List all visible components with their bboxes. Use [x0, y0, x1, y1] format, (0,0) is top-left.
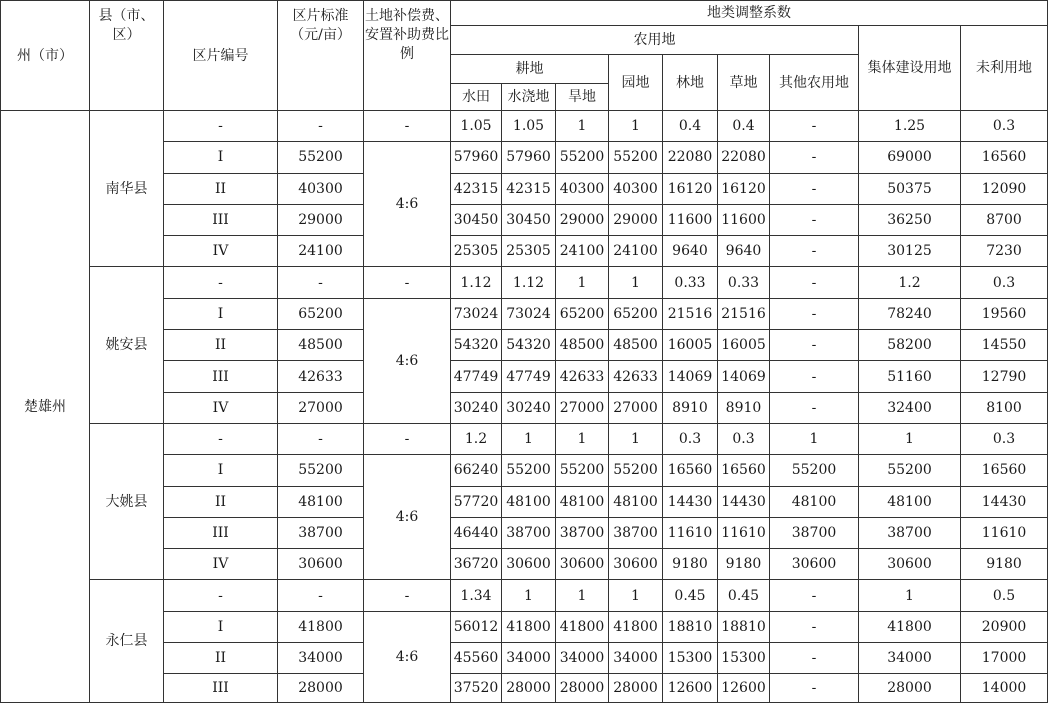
value-cell: 47749 [451, 361, 502, 392]
coefficient-cell: 1.05 [451, 111, 502, 142]
value-cell: 47749 [502, 361, 556, 392]
value-cell: 55200 [556, 142, 609, 173]
value-cell: 14430 [663, 486, 718, 517]
zone-standard-cell: 38700 [278, 517, 364, 548]
value-cell: 30450 [451, 204, 502, 235]
value-cell: - [770, 236, 859, 267]
header-zone-standard: 区片标准（元/亩） [278, 1, 364, 111]
value-cell: 14430 [718, 486, 770, 517]
header-compensation-ratio: 土地补偿费、安置补助费比例 [364, 1, 451, 111]
ratio-cell: 4:6 [364, 455, 451, 580]
value-cell: 11610 [663, 517, 718, 548]
zone-number-cell: IV [164, 236, 278, 267]
table-body [1, 111, 1048, 703]
value-cell: - [770, 674, 859, 703]
coefficient-cell: 1 [609, 423, 663, 454]
value-cell: 29000 [609, 204, 663, 235]
value-cell: 28000 [556, 674, 609, 703]
value-cell: 57720 [451, 486, 502, 517]
zone-standard-cell: 27000 [278, 392, 364, 423]
value-cell: 27000 [556, 392, 609, 423]
coefficient-cell: 1.12 [451, 267, 502, 298]
value-cell: - [770, 643, 859, 674]
coefficient-cell: - [364, 423, 451, 454]
value-cell: 12600 [718, 674, 770, 703]
value-cell: 27000 [609, 392, 663, 423]
zone-number-cell: III [164, 361, 278, 392]
value-cell: 46440 [451, 517, 502, 548]
value-cell: 28000 [609, 674, 663, 703]
coefficient-cell: - [164, 111, 278, 142]
ratio-cell: 4:6 [364, 611, 451, 703]
value-cell: - [770, 361, 859, 392]
zone-number-cell: I [164, 455, 278, 486]
value-cell: 37520 [451, 674, 502, 703]
header-forest: 林地 [663, 55, 718, 111]
zone-standard-cell: 24100 [278, 236, 364, 267]
value-cell: 17000 [961, 643, 1048, 674]
value-cell: 30125 [859, 236, 961, 267]
value-cell: 66240 [451, 455, 502, 486]
coefficient-cell: 0.4 [718, 111, 770, 142]
value-cell: 16560 [961, 455, 1048, 486]
value-cell: 8910 [663, 392, 718, 423]
value-cell: 15300 [718, 643, 770, 674]
value-cell: 30600 [502, 549, 556, 580]
coefficient-cell: 1.2 [859, 267, 961, 298]
value-cell: 28000 [502, 674, 556, 703]
value-cell: 48100 [502, 486, 556, 517]
header-unused-land: 未利用地 [961, 26, 1048, 111]
coefficient-cell: 1 [859, 423, 961, 454]
value-cell: 24100 [609, 236, 663, 267]
prefecture-cell: 楚雄州 [1, 111, 90, 703]
value-cell: 41800 [859, 611, 961, 642]
zone-number-cell: I [164, 298, 278, 329]
header-prefecture: 州（市） [1, 1, 90, 111]
zone-standard-cell: 55200 [278, 142, 364, 173]
value-cell: 36720 [451, 549, 502, 580]
value-cell: 34000 [502, 643, 556, 674]
value-cell: 38700 [609, 517, 663, 548]
header-garden: 园地 [609, 55, 663, 111]
value-cell: 19560 [961, 298, 1048, 329]
coefficient-cell: - [164, 423, 278, 454]
coefficient-cell: 1 [609, 580, 663, 611]
value-cell: 9180 [718, 549, 770, 580]
coefficient-cell: - [770, 267, 859, 298]
coefficient-cell: 1.12 [502, 267, 556, 298]
zone-number-cell: II [164, 486, 278, 517]
value-cell: 48100 [859, 486, 961, 517]
value-cell: 40300 [556, 173, 609, 204]
value-cell: 42315 [451, 173, 502, 204]
value-cell: 7230 [961, 236, 1048, 267]
value-cell: 32400 [859, 392, 961, 423]
value-cell: 50375 [859, 173, 961, 204]
value-cell: 22080 [663, 142, 718, 173]
value-cell: - [770, 392, 859, 423]
coefficient-cell: 0.3 [718, 423, 770, 454]
value-cell: 14550 [961, 330, 1048, 361]
value-cell: 14000 [961, 674, 1048, 703]
value-cell: 16005 [663, 330, 718, 361]
coefficient-cell: - [278, 267, 364, 298]
value-cell: 55200 [556, 455, 609, 486]
value-cell: 41800 [556, 611, 609, 642]
value-cell: 9180 [663, 549, 718, 580]
value-cell: 41800 [502, 611, 556, 642]
value-cell: - [770, 298, 859, 329]
value-cell: 30600 [556, 549, 609, 580]
value-cell: 9640 [718, 236, 770, 267]
value-cell: 69000 [859, 142, 961, 173]
value-cell: 78240 [859, 298, 961, 329]
value-cell: 18810 [718, 611, 770, 642]
coefficient-cell: 1 [556, 423, 609, 454]
value-cell: 55200 [609, 142, 663, 173]
zone-number-cell: I [164, 611, 278, 642]
zone-standard-cell: 30600 [278, 549, 364, 580]
value-cell: 38700 [859, 517, 961, 548]
coefficient-cell: 0.33 [718, 267, 770, 298]
value-cell: 42315 [502, 173, 556, 204]
value-cell: 16005 [718, 330, 770, 361]
coefficient-cell: - [164, 267, 278, 298]
header-coefficient: 地类调整系数 [451, 1, 1048, 26]
coefficient-row [1, 267, 1048, 298]
zone-number-cell: I [164, 142, 278, 173]
zone-standard-cell: 48100 [278, 486, 364, 517]
value-cell: 38700 [770, 517, 859, 548]
coefficient-cell: 1 [609, 111, 663, 142]
value-cell: 55200 [502, 455, 556, 486]
zone-standard-cell: 48500 [278, 330, 364, 361]
value-cell: 65200 [556, 298, 609, 329]
coefficient-cell: 1 [609, 267, 663, 298]
coefficient-cell: - [364, 580, 451, 611]
coefficient-cell: 1 [770, 423, 859, 454]
value-cell: 12090 [961, 173, 1048, 204]
value-cell: - [770, 142, 859, 173]
header-paddy: 水田 [451, 84, 502, 111]
header-county: 县（市、区） [90, 1, 164, 111]
coefficient-cell: - [770, 580, 859, 611]
value-cell: 8700 [961, 204, 1048, 235]
value-cell: 40300 [609, 173, 663, 204]
coefficient-cell: 0.3 [961, 267, 1048, 298]
value-cell: 48100 [770, 486, 859, 517]
coefficient-cell: - [278, 111, 364, 142]
header-irrigated: 水浇地 [502, 84, 556, 111]
coefficient-cell: 0.3 [663, 423, 718, 454]
zone-standard-cell: 55200 [278, 455, 364, 486]
value-cell: 30600 [770, 549, 859, 580]
zone-standard-cell: 40300 [278, 173, 364, 204]
value-cell: 56012 [451, 611, 502, 642]
value-cell: 65200 [609, 298, 663, 329]
value-cell: 51160 [859, 361, 961, 392]
coefficient-cell: 0.45 [663, 580, 718, 611]
value-cell: 12790 [961, 361, 1048, 392]
value-cell: 36250 [859, 204, 961, 235]
header-cultivated-land: 耕地 [451, 55, 609, 84]
value-cell: 48500 [556, 330, 609, 361]
coefficient-cell: 1.2 [451, 423, 502, 454]
value-cell: 8910 [718, 392, 770, 423]
zone-standard-cell: 65200 [278, 298, 364, 329]
coefficient-cell: 1 [502, 580, 556, 611]
coefficient-cell: 1 [556, 580, 609, 611]
value-cell: 25305 [502, 236, 556, 267]
coefficient-row [1, 111, 1048, 142]
coefficient-cell: 0.4 [663, 111, 718, 142]
header-zone-no: 区片编号 [164, 1, 278, 111]
value-cell: 25305 [451, 236, 502, 267]
value-cell: 16120 [663, 173, 718, 204]
zone-standard-cell: 29000 [278, 204, 364, 235]
value-cell: 22080 [718, 142, 770, 173]
coefficient-cell: - [278, 423, 364, 454]
zone-number-cell: II [164, 173, 278, 204]
value-cell: 11600 [718, 204, 770, 235]
value-cell: 21516 [663, 298, 718, 329]
value-cell: 14069 [718, 361, 770, 392]
coefficient-cell: 1.25 [859, 111, 961, 142]
value-cell: 20900 [961, 611, 1048, 642]
value-cell: 34000 [609, 643, 663, 674]
coefficient-cell: 1 [502, 423, 556, 454]
value-cell: 30240 [451, 392, 502, 423]
coefficient-cell: - [364, 267, 451, 298]
coefficient-cell: 0.3 [961, 423, 1048, 454]
value-cell: 38700 [556, 517, 609, 548]
value-cell: 30450 [502, 204, 556, 235]
county-cell: 姚安县 [90, 267, 164, 423]
county-cell: 大姚县 [90, 423, 164, 579]
coefficient-cell: 0.33 [663, 267, 718, 298]
ratio-cell: 4:6 [364, 142, 451, 267]
value-cell: 34000 [859, 643, 961, 674]
value-cell: 24100 [556, 236, 609, 267]
header-other-agricultural: 其他农用地 [770, 55, 859, 111]
county-cell: 南华县 [90, 111, 164, 267]
value-cell: 28000 [859, 674, 961, 703]
coefficient-row [1, 423, 1048, 454]
value-cell: 16560 [663, 455, 718, 486]
zone-number-cell: IV [164, 392, 278, 423]
value-cell: 30240 [502, 392, 556, 423]
value-cell: 55200 [859, 455, 961, 486]
zone-standard-cell: 41800 [278, 611, 364, 642]
value-cell: 11610 [961, 517, 1048, 548]
value-cell: 54320 [451, 330, 502, 361]
value-cell: 8100 [961, 392, 1048, 423]
ratio-cell: 4:6 [364, 298, 451, 423]
value-cell: 57960 [502, 142, 556, 173]
header-grassland: 草地 [718, 55, 770, 111]
value-cell: 48500 [609, 330, 663, 361]
table-header [1, 1, 1048, 111]
value-cell: 16560 [961, 142, 1048, 173]
zone-standard-cell: 34000 [278, 643, 364, 674]
value-cell: 45560 [451, 643, 502, 674]
coefficient-cell: 0.45 [718, 580, 770, 611]
value-cell: 14430 [961, 486, 1048, 517]
coefficient-cell: - [278, 580, 364, 611]
coefficient-row [1, 580, 1048, 611]
value-cell: - [770, 330, 859, 361]
value-cell: 55200 [770, 455, 859, 486]
value-cell: 34000 [556, 643, 609, 674]
value-cell: 41800 [609, 611, 663, 642]
zone-number-cell: II [164, 330, 278, 361]
value-cell: 38700 [502, 517, 556, 548]
header-dry-land: 旱地 [556, 84, 609, 111]
value-cell: - [770, 204, 859, 235]
value-cell: 21516 [718, 298, 770, 329]
value-cell: 57960 [451, 142, 502, 173]
value-cell: 9180 [961, 549, 1048, 580]
value-cell: 9640 [663, 236, 718, 267]
value-cell: - [770, 173, 859, 204]
value-cell: 73024 [451, 298, 502, 329]
coefficient-cell: 1 [556, 111, 609, 142]
value-cell: 16560 [718, 455, 770, 486]
value-cell: 12600 [663, 674, 718, 703]
coefficient-cell: 0.5 [961, 580, 1048, 611]
value-cell: 29000 [556, 204, 609, 235]
zone-number-cell: III [164, 674, 278, 703]
coefficient-cell: - [364, 111, 451, 142]
value-cell: 48100 [556, 486, 609, 517]
value-cell: 18810 [663, 611, 718, 642]
zone-number-cell: III [164, 204, 278, 235]
coefficient-cell: 1 [859, 580, 961, 611]
header-construction-land: 集体建设用地 [859, 26, 961, 111]
coefficient-cell: 0.3 [961, 111, 1048, 142]
coefficient-cell: - [770, 111, 859, 142]
zone-number-cell: III [164, 517, 278, 548]
value-cell: 14069 [663, 361, 718, 392]
value-cell: 11600 [663, 204, 718, 235]
zone-standard-cell: 28000 [278, 674, 364, 703]
value-cell: 58200 [859, 330, 961, 361]
coefficient-cell: - [164, 580, 278, 611]
value-cell: - [770, 611, 859, 642]
coefficient-cell: 1.05 [502, 111, 556, 142]
value-cell: 30600 [609, 549, 663, 580]
value-cell: 15300 [663, 643, 718, 674]
value-cell: 54320 [502, 330, 556, 361]
value-cell: 42633 [609, 361, 663, 392]
value-cell: 55200 [609, 455, 663, 486]
coefficient-cell: 1.34 [451, 580, 502, 611]
zone-number-cell: II [164, 643, 278, 674]
value-cell: 73024 [502, 298, 556, 329]
county-cell: 永仁县 [90, 580, 164, 703]
value-cell: 48100 [609, 486, 663, 517]
header-agricultural-land: 农用地 [451, 26, 859, 55]
value-cell: 16120 [718, 173, 770, 204]
coefficient-cell: 1 [556, 267, 609, 298]
value-cell: 42633 [556, 361, 609, 392]
value-cell: 11610 [718, 517, 770, 548]
zone-standard-cell: 42633 [278, 361, 364, 392]
zone-number-cell: IV [164, 549, 278, 580]
value-cell: 30600 [859, 549, 961, 580]
